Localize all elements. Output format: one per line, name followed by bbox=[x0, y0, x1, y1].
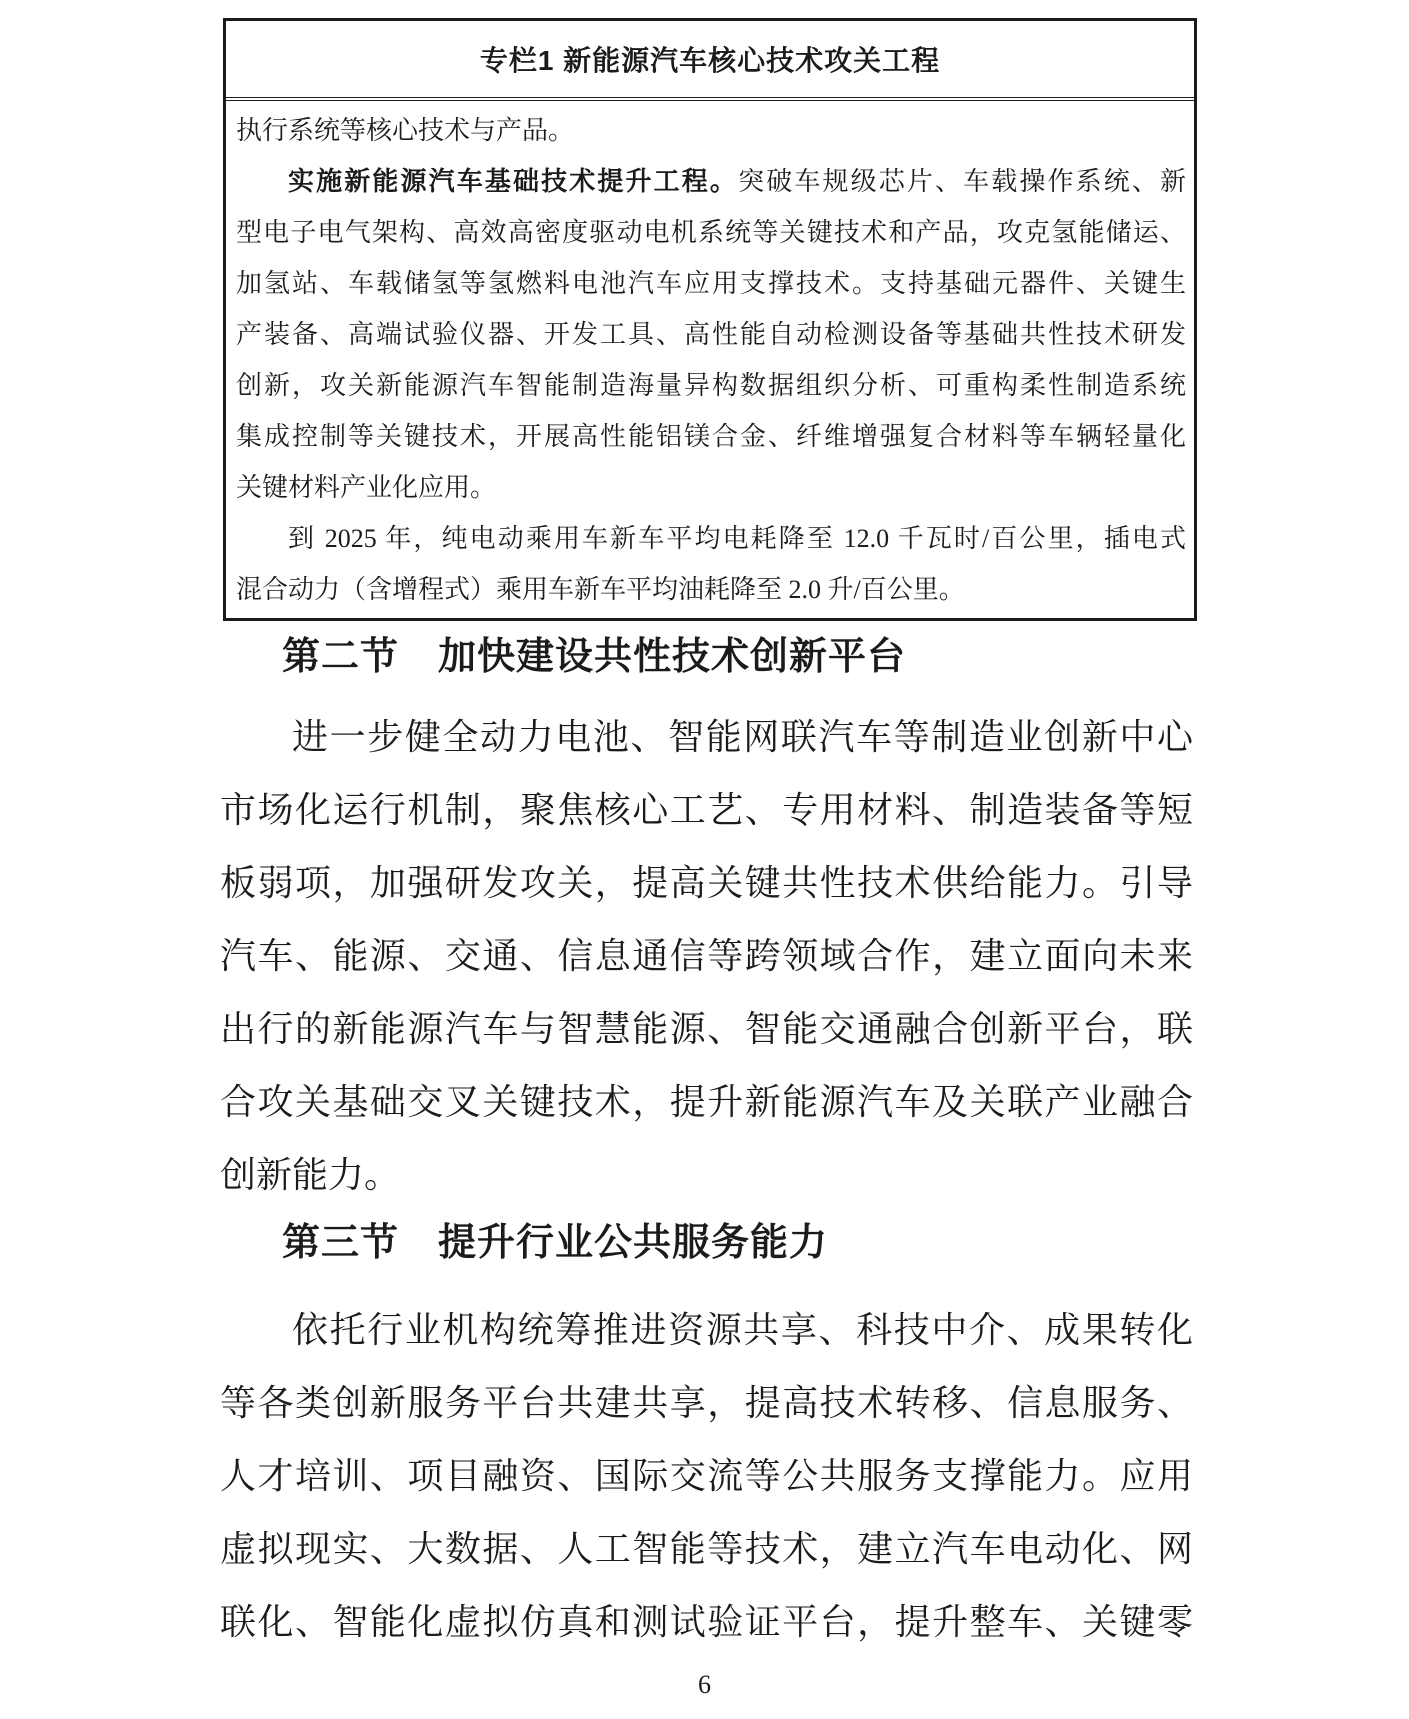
body-line: 市场化运行机制，聚焦核心工艺、专用材料、制造装备等短 bbox=[220, 790, 1193, 830]
section-2-paragraph bbox=[220, 701, 1193, 1212]
callout-line: 产装备、高端试验仪器、开发工具、高性能自动检测设备等基础共性技术研发 bbox=[236, 320, 1186, 349]
section-heading-2: 第二节 加快建设共性技术创新平台 bbox=[282, 636, 907, 678]
callout-line-bold-lead: 实施新能源汽车基础技术提升工程。 bbox=[288, 166, 739, 196]
callout-line: 执行系统等核心技术与产品。 bbox=[236, 116, 575, 145]
callout-line: 创新，攻关新能源汽车智能制造海量异构数据组织分析、可重构柔性制造系统 bbox=[236, 371, 1186, 400]
body-line: 合攻关基础交叉关键技术，提升新能源汽车及关联产业融合 bbox=[220, 1082, 1193, 1122]
body-line: 进一步健全动力电池、智能网联汽车等制造业创新中心 bbox=[292, 717, 1193, 757]
callout-box-title: 专栏1 新能源汽车核心技术攻关工程 bbox=[226, 21, 1194, 101]
callout-line: 型电子电气架构、高效高密度驱动电机系统等关键技术和产品，攻克氢能储运、 bbox=[236, 218, 1186, 247]
body-line: 板弱项，加强研发攻关，提高关键共性技术供给能力。引导 bbox=[220, 863, 1193, 903]
section-3-paragraph bbox=[220, 1294, 1193, 1659]
body-line: 联化、智能化虚拟仿真和测试验证平台，提升整车、关键零 bbox=[220, 1602, 1193, 1642]
callout-line-text: 突破车规级芯片、车载操作系统、新 bbox=[738, 167, 1186, 196]
body-line: 创新能力。 bbox=[220, 1155, 401, 1195]
callout-box bbox=[223, 18, 1197, 621]
callout-line: 关键材料产业化应用。 bbox=[236, 473, 497, 502]
section-heading-3: 第三节 提升行业公共服务能力 bbox=[282, 1222, 829, 1264]
body-line: 等各类创新服务平台共建共享，提高技术转移、信息服务、 bbox=[220, 1383, 1193, 1423]
body-line: 出行的新能源汽车与智慧能源、智能交通融合创新平台，联 bbox=[220, 1009, 1193, 1049]
callout-line: 到 2025 年，纯电动乘用车新车平均电耗降至 12.0 千瓦时/百公里，插电式 bbox=[288, 524, 1186, 553]
body-line: 汽车、能源、交通、信息通信等跨领域合作，建立面向未来 bbox=[220, 936, 1193, 976]
body-line: 人才培训、项目融资、国际交流等公共服务支撑能力。应用 bbox=[220, 1456, 1193, 1496]
body-line: 虚拟现实、大数据、人工智能等技术，建立汽车电动化、网 bbox=[220, 1529, 1193, 1569]
callout-line: 加氢站、车载储氢等氢燃料电池汽车应用支撑技术。支持基础元器件、关键生 bbox=[236, 269, 1186, 298]
callout-line bbox=[236, 156, 1186, 207]
page-number: 6 bbox=[698, 1670, 711, 1699]
callout-line: 混合动力（含增程式）乘用车新车平均油耗降至 2.0 升/百公里。 bbox=[236, 575, 965, 604]
body-line: 依托行业机构统筹推进资源共享、科技中介、成果转化 bbox=[292, 1310, 1193, 1350]
callout-line: 集成控制等关键技术，开展高性能铝镁合金、纤维增强复合材料等车辆轻量化 bbox=[236, 422, 1186, 451]
callout-box-body bbox=[226, 101, 1194, 615]
